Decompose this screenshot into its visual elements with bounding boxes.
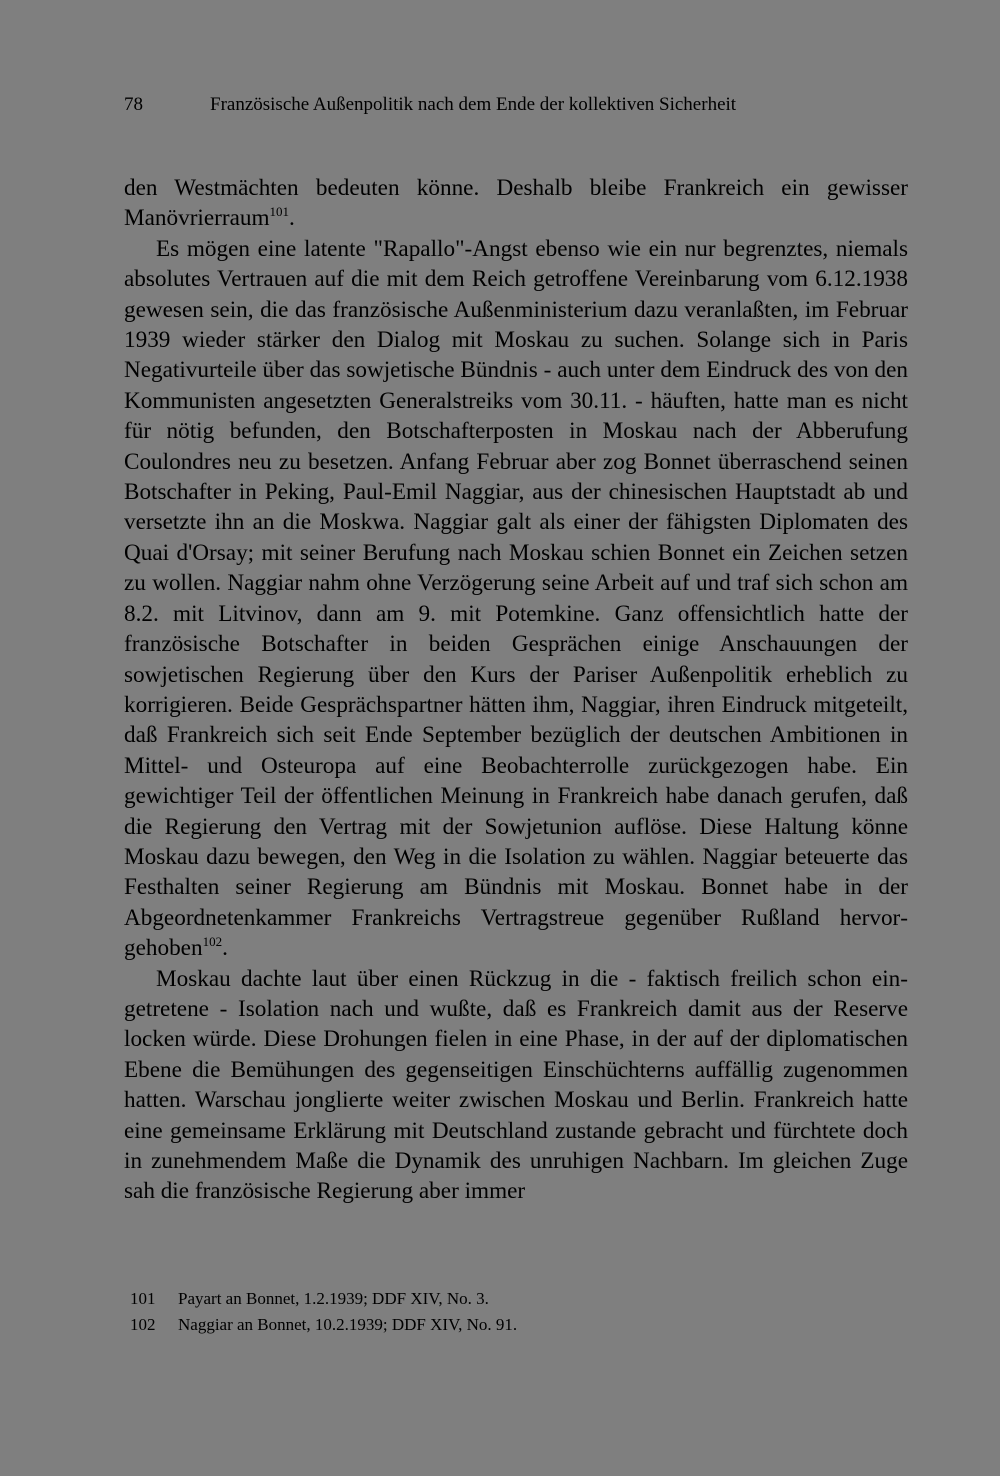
running-header bbox=[124, 92, 904, 118]
paragraph-text: Moskau dachte laut über einen Rückzug in die - faktisch freilich schon eingetretene - Isolation nach und wußte, daß es Frankreich damit aus der Reserve locken würde. Diese Drohungen fielen in eine Phase, in der auf der diplomatischen Ebene die Bemühungen des gegenseitigen Einschüchterns auffällig zugenommen hatten. Warschau jonglierte weiter zwischen Moskau und Berlin. Frankreich hatte eine gemeinsame Erklärung mit Deutschland zustande gebracht und fürchtete doch in zunehmendem Maße die Dynamik des unruhigen Nachbarn. Im gleichen Zuge sah die französische Regierung aber immer bbox=[124, 965, 908, 1205]
footnote-102 bbox=[130, 1312, 910, 1338]
footnote-number: 102 bbox=[130, 1315, 156, 1334]
page-number: 78 bbox=[124, 94, 143, 115]
footnote-number: 101 bbox=[130, 1289, 156, 1308]
footnote-text: Naggiar an Bonnet, 10.2.1939; DDF XIV, No. 91. bbox=[178, 1315, 518, 1334]
paragraph-text: den Westmächten bedeuten könne. Deshalb bleibe Frankreich ein gewisser Manövrierraum bbox=[124, 175, 908, 232]
footnote-text: Payart an Bonnet, 1.2.1939; DDF XIV, No. 3. bbox=[178, 1289, 489, 1308]
running-title: Französische Außenpolitik nach dem Ende der kollektiven Sicherheit bbox=[210, 94, 737, 115]
paragraph-2: Es mögen eine latente "Rapallo"-Angst ebenso wie ein nur begrenztes, niemals absolutes Vertrauen auf die mit dem Reich getroffene Vereinbarung vom 6.12.1938 gewesen sein, die das französische Außenministerium dazu veranlaßten, im Februar 1939 wieder stärker den Dialog mit Moskau zu suchen. Solange sich in Paris Negativurteile über das sowjetische Bündnis - auch unter dem Eindruck des von den Kommunisten angesetzten Generalstreiks vom 30.11. - häuften, hatte man es nicht für nötig befunden, den Botschafterposten in Moskau nach der Abberufung Coulondres neu zu besetzen. Anfang Februar aber zog Bonnet überraschend seinen Botschafter in Peking, Paul-Emil Naggiar, aus der chinesischen Hauptstadt ab und versetzte ihn an die Moskwa. Naggiar galt als einer der fähigsten Diplomaten des Quai d'Orsay; mit seiner Berufung nach Moskau schien Bonnet ein Zeichen setzen zu wollen. Naggiar nahm ohne Verzögerung seine Arbeit auf und traf sich schon am 8.2. mit Litvinov, dann am 9. mit Potemkine. Ganz offensichtlich hatte der französische Botschafter in beiden Gesprächen einige Anschauungen der sowjetischen Regierung über den Kurs der Pariser Außenpolitik erheblich zu korrigieren. Beide Gesprächspartner hätten ihm, Naggiar, ihren Eindruck mitgeteilt, daß Frankreich sich seit Ende September bezüglich der deutschen Ambitionen in Mittel- und Osteuropa auf eine Beobachterrolle zurückgezogen habe. Ein gewichtiger Teil der öffentlichen Meinung in Frankreich habe danach gerufen, daß die Regierung den Vertrag mit der Sowjetunion auflöse. Diese Haltung könne Moskau dazu bewegen, den Weg in die Isolation zu wählen. Naggiar beteuerte das Festhalten seiner Regierung am Bündnis mit Moskau. Bonnet habe in der Abgeordnetenkammer Frankreichs Vertragstreue gegenüber Rußland hervorgehoben$^{102}$. bbox=[124, 235, 908, 962]
footnote-101 bbox=[130, 1286, 910, 1312]
paragraph-1: den Westmächten bedeuten könne. Deshalb bleibe Frankreich ein gewisser Manövrierraum$^{101}$. bbox=[124, 175, 908, 232]
footnote-reference-101: 101 bbox=[269, 204, 290, 220]
footnotes bbox=[130, 1286, 910, 1338]
footnote-reference-102: 102 bbox=[202, 934, 223, 950]
paragraph-text: Es mögen eine latente "Rapallo"-Angst ebenso wie ein nur begrenztes, niemals absolutes Vertrauen auf die mit dem Reich getroffene Vereinbarung vom 6.12.1938 gewesen sein, die das französische Außenministerium dazu veranlaßten, im Februar 1939 wieder stärker den Dialog mit Moskau zu suchen. Solange sich in Paris Negativurteile über das sowjetische Bündnis - auch unter dem Eindruck des von den Kommunisten angesetzten Generalstreiks vom 30.11. - häuften, hatte man es nicht für nötig befunden, den Botschafterposten in Moskau nach der Abberufung Coulondres neu zu besetzen. Anfang Februar aber zog Bonnet überraschend seinen Botschafter in Peking, Paul-Emil Naggiar, aus der chinesischen Hauptstadt ab und versetzte ihn an die Moskwa. Naggiar galt als einer der fähigsten Diplomaten des Quai d'Orsay; mit seiner Berufung nach Moskau schien Bonnet ein Zeichen setzen zu wollen. Naggiar nahm ohne Verzögerung seine Arbeit auf und traf sich schon am 8.2. mit Litvinov, dann am 9. mit Potemkine. Ganz offensichtlich hatte der französische Botschafter in beiden Gesprächen einige Anschauungen der sowjetischen Regierung über den Kurs der Pariser Außenpolitik erheblich zu korrigieren. Beide Gesprächspartner hätten ihm, Naggiar, ihren Eindruck mitgeteilt, daß Frankreich sich seit Ende September bezüglich der deutschen Ambitionen in Mittel- und Osteuropa auf eine Beobachterrolle zurückgezogen habe. Ein gewichtiger Teil der öffentlichen Meinung in Frankreich habe danach gerufen, daß die Regierung den Vertrag mit der Sowjetunion auflöse. Diese Haltung könne Moskau dazu bewegen, den Weg in die Isolation zu wählen. Naggiar beteuerte das Festhalten seiner Regierung am Bündnis mit Moskau. Bonnet habe in der Abgeordnetenkammer Frankreichs Vertragstreue gegenüber Rußland hervorgehoben bbox=[124, 235, 908, 962]
main-text bbox=[124, 173, 908, 1207]
paragraph-3 bbox=[124, 964, 908, 1207]
